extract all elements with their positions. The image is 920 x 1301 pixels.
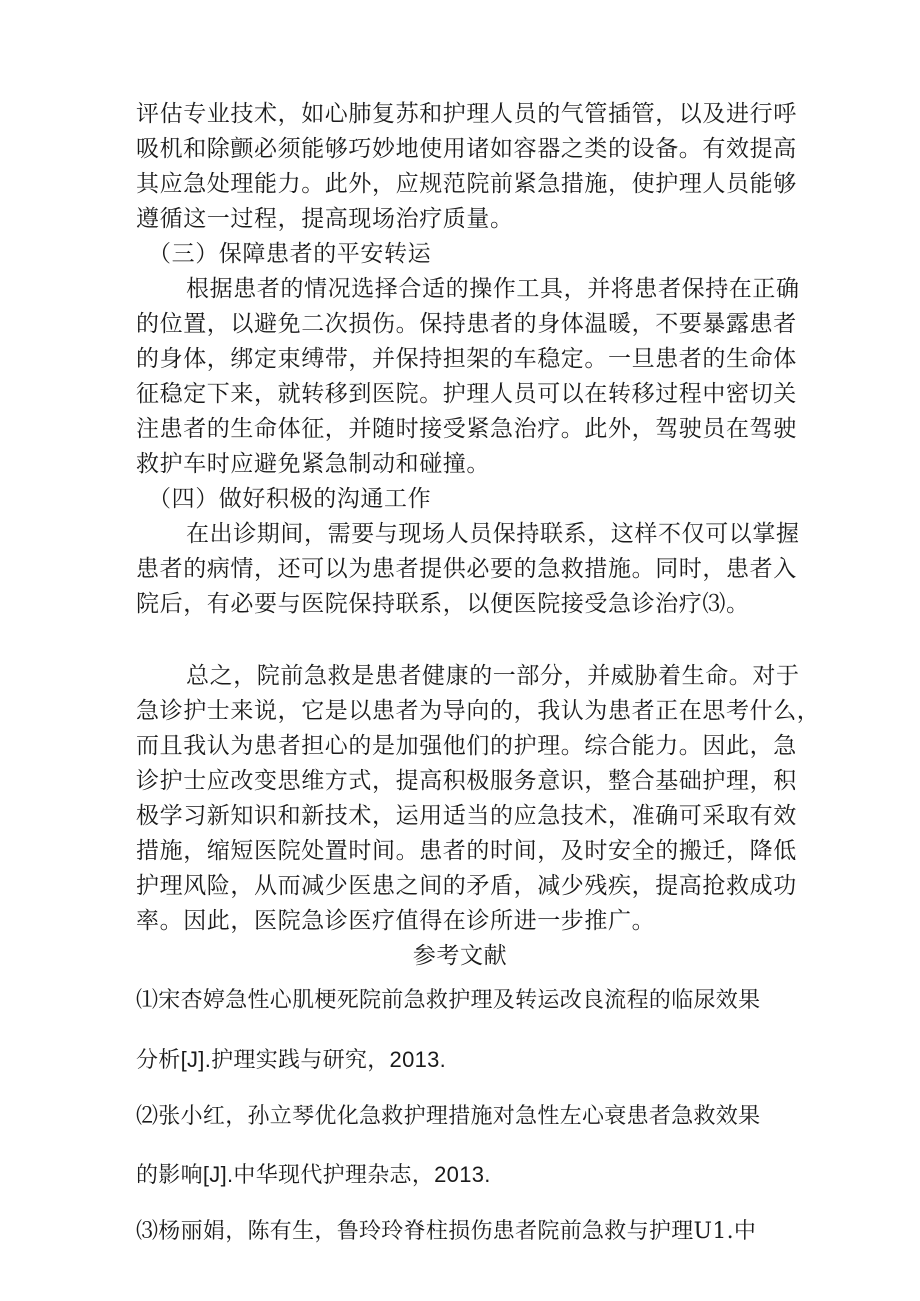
conclusion-line-3: 而且我认为患者担心的是加强他们的护理。综合能力。因此，急 — [136, 733, 797, 759]
paragraph-1-line-3: 其应急处理能力。此外，应规范院前紧急措施，使护理人员能够 — [136, 171, 797, 197]
paragraph-2-line-6: 救护车时应避免紧急制动和碰撞。 — [136, 451, 490, 477]
conclusion-line-1: 总之，院前急救是患者健康的一部分，并威胁着生命。对于 — [186, 663, 800, 689]
conclusion-line-5: 极学习新知识和新技术，运用适当的应急技术，准确可采取有效 — [136, 803, 797, 829]
reference-2-line-2: 的影响[J].中华现代护理杂志，2013. — [136, 1162, 491, 1187]
paragraph-3-line-3: 院后，有必要与医院保持联系，以便医院接受急诊治疗⑶。 — [136, 591, 750, 617]
paragraph-2-line-3: 的身体，绑定束缚带，并保持担架的车稳定。一旦患者的生命体 — [136, 346, 797, 372]
paragraph-2-line-2: 的位置，以避免二次损伤。保持患者的身体温暖，不要暴露患者 — [136, 311, 797, 337]
paragraph-3-line-1: 在出诊期间，需要与现场人员保持联系，这样不仅可以掌握 — [186, 521, 800, 547]
section-heading-4: （四）做好积极的沟通工作 — [148, 486, 432, 512]
reference-3-line-1: ⑶杨丽娟，陈有生，鲁玲玲脊柱损伤患者院前急救与护理U1.中 — [136, 1219, 757, 1244]
references-title: 参考文献 — [412, 943, 508, 969]
reference-2-line-1: ⑵张小红，孙立琴优化急救护理措施对急性左心衰患者急救效果 — [136, 1104, 761, 1129]
conclusion-line-4: 诊护士应改变思维方式，提高积极服务意识，整合基础护理，积 — [136, 768, 797, 794]
conclusion-line-7: 护理风险，从而减少医患之间的矛盾，减少残疾，提高抢救成功 — [136, 873, 797, 899]
reference-1-line-1: ⑴宋杏婷急性心肌梗死院前急救护理及转运改良流程的临尿效果 — [136, 988, 761, 1013]
paragraph-2-line-5: 注患者的生命体征，并随时接受紧急治疗。此外，驾驶员在驾驶 — [136, 416, 797, 442]
paragraph-3-line-2: 患者的病情，还可以为患者提供必要的急救措施。同时，患者入 — [136, 556, 797, 582]
conclusion-line-2: 急诊护士来说，它是以患者为导向的，我认为患者正在思考什么， — [136, 698, 821, 724]
paragraph-2-line-4: 征稳定下来，就转移到医院。护理人员可以在转移过程中密切关 — [136, 381, 797, 407]
conclusion-line-8: 率。因此，医院急诊医疗值得在诊所进一步推广。 — [136, 908, 656, 934]
conclusion-line-6: 措施，缩短医院处置时间。患者的时间，及时安全的搬迁，降低 — [136, 838, 797, 864]
paragraph-2-line-1: 根据患者的情况选择合适的操作工具，并将患者保持在正确 — [186, 276, 800, 302]
reference-1-line-2: 分析[J].护理实践与研究，2013. — [136, 1047, 447, 1072]
paragraph-1-line-1: 评估专业技术，如心肺复苏和护理人员的气管插管，以及进行呼 — [136, 101, 797, 127]
section-heading-3: （三）保障患者的平安转运 — [148, 241, 432, 267]
paragraph-1-line-4: 遵循这一过程，提高现场治疗质量。 — [136, 206, 514, 232]
paragraph-1-line-2: 吸机和除颤必须能够巧妙地使用诸如容器之类的设备。有效提高 — [136, 136, 797, 162]
